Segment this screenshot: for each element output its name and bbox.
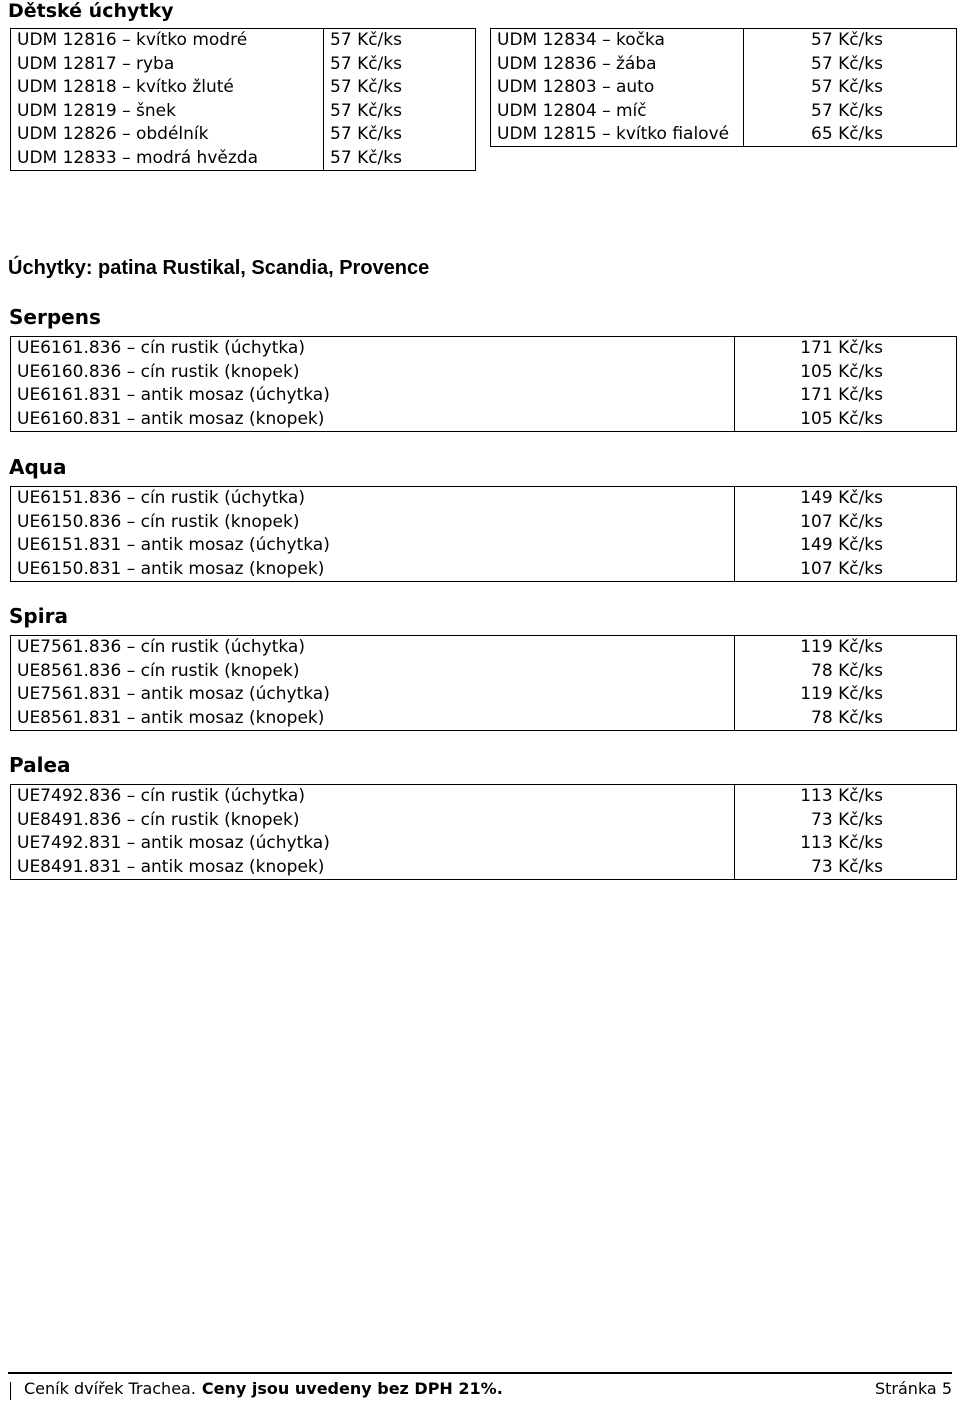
product-price: 149 Kč/ks [800, 488, 883, 508]
product-name: UE7561.831 – antik mosaz (úchytka) [17, 684, 330, 705]
product-name: UE6160.836 – cín rustik (knopek) [17, 361, 300, 382]
table-row [11, 147, 475, 171]
product-price: 57 Kč/ks [330, 124, 402, 145]
product-name: UDM 12818 – kvítko žluté [17, 77, 234, 98]
product-name: UDM 12833 – modrá hvězda [17, 147, 258, 168]
product-price: 119 Kč/ks [800, 684, 883, 705]
table-row [11, 76, 475, 100]
product-name: UDM 12803 – auto [497, 77, 655, 98]
product-price: 107 Kč/ks [800, 511, 883, 532]
table-row [11, 29, 475, 53]
table-row [11, 100, 475, 124]
product-name: UDM 12819 – šnek [17, 100, 176, 121]
product-name: UE7492.831 – antik mosaz (úchytka) [17, 833, 330, 854]
subsection-title: Spira [9, 604, 68, 628]
footer-doc-name: Ceník dvířek Trachea. [24, 1379, 196, 1398]
product-name: UE7492.836 – cín rustik (úchytka) [17, 786, 305, 806]
product-name: UE6161.836 – cín rustik (úchytka) [17, 338, 305, 358]
product-price: 73 Kč/ks [811, 809, 883, 830]
product-table [10, 784, 957, 880]
kids-section-title: Dětské úchytky [8, 0, 174, 22]
product-table [10, 336, 957, 432]
product-price: 65 Kč/ks [811, 124, 883, 145]
product-price: 57 Kč/ks [330, 53, 402, 74]
kids-table-right [490, 28, 957, 147]
page-footer [8, 1372, 952, 1400]
footer-vat-note: Ceny jsou uvedeny bez DPH 21%. [201, 1379, 503, 1398]
table-row [491, 29, 956, 53]
product-name: UDM 12815 – kvítko fialové [497, 124, 730, 145]
table-row [11, 408, 956, 432]
table-row [11, 856, 956, 880]
table-row [11, 511, 956, 535]
subsection-title: Palea [9, 753, 71, 777]
table-row [11, 487, 956, 511]
product-price: 105 Kč/ks [800, 408, 883, 429]
footer-page-number: Stránka 5 [874, 1379, 952, 1398]
product-name: UE6160.831 – antik mosaz (knopek) [17, 408, 325, 429]
product-price: 107 Kč/ks [800, 558, 883, 579]
product-name: UE6161.831 – antik mosaz (úchytka) [17, 385, 330, 406]
product-name: UE8561.836 – cín rustik (knopek) [17, 660, 300, 681]
product-name: UE6151.831 – antik mosaz (úchytka) [17, 535, 330, 556]
product-price: 171 Kč/ks [800, 385, 883, 406]
subsection-title: Aqua [9, 455, 67, 479]
product-price: 113 Kč/ks [800, 833, 883, 854]
product-name: UDM 12826 – obdélník [17, 124, 209, 145]
product-price: 78 Kč/ks [811, 707, 883, 728]
table-row [11, 785, 956, 809]
product-table [10, 486, 957, 582]
product-price: 149 Kč/ks [800, 535, 883, 556]
product-name: UE6151.836 – cín rustik (úchytka) [17, 488, 305, 508]
table-row [491, 76, 956, 100]
table-row [11, 660, 956, 684]
product-table [10, 635, 957, 731]
product-name: UDM 12816 – kvítko modré [17, 30, 248, 50]
table-row [491, 123, 956, 147]
product-name: UDM 12817 – ryba [17, 53, 175, 74]
table-row [11, 337, 956, 361]
product-price: 57 Kč/ks [811, 53, 883, 74]
table-row [491, 100, 956, 124]
product-name: UE7561.836 – cín rustik (úchytka) [17, 637, 305, 657]
table-row [11, 809, 956, 833]
table-row [11, 123, 475, 147]
product-name: UE6150.836 – cín rustik (knopek) [17, 511, 300, 532]
table-row [11, 707, 956, 731]
product-name: UDM 12804 – míč [497, 100, 647, 121]
table-row [11, 832, 956, 856]
product-name: UE8491.831 – antik mosaz (knopek) [17, 856, 325, 877]
table-row [11, 558, 956, 582]
product-price: 57 Kč/ks [330, 100, 402, 121]
subsection-title: Serpens [9, 305, 101, 329]
table-row [11, 683, 956, 707]
footer-left [24, 1374, 503, 1404]
product-price: 73 Kč/ks [811, 856, 883, 877]
product-price: 57 Kč/ks [811, 77, 883, 98]
product-price: 57 Kč/ks [330, 30, 402, 50]
main-section-title: Úchytky: patina Rustikal, Scandia, Provence [8, 257, 430, 279]
table-row [11, 534, 956, 558]
table-row [11, 636, 956, 660]
product-price: 57 Kč/ks [330, 77, 402, 98]
table-row [11, 361, 956, 385]
product-price: 57 Kč/ks [811, 100, 883, 121]
product-name: UDM 12836 – žába [497, 53, 657, 74]
product-price: 113 Kč/ks [800, 786, 883, 806]
table-row [11, 384, 956, 408]
product-price: 119 Kč/ks [800, 637, 883, 657]
product-price: 105 Kč/ks [800, 361, 883, 382]
product-name: UE8561.831 – antik mosaz (knopek) [17, 707, 325, 728]
product-name: UDM 12834 – kočka [497, 30, 665, 50]
product-price: 57 Kč/ks [811, 30, 883, 50]
product-price: 78 Kč/ks [811, 660, 883, 681]
product-name: UE6150.831 – antik mosaz (knopek) [17, 558, 325, 579]
table-row [491, 53, 956, 77]
product-price: 57 Kč/ks [330, 147, 402, 168]
kids-table-left [10, 28, 476, 171]
footer-divider [10, 1382, 11, 1400]
product-name: UE8491.836 – cín rustik (knopek) [17, 809, 300, 830]
product-price: 171 Kč/ks [800, 338, 883, 358]
table-row [11, 53, 475, 77]
